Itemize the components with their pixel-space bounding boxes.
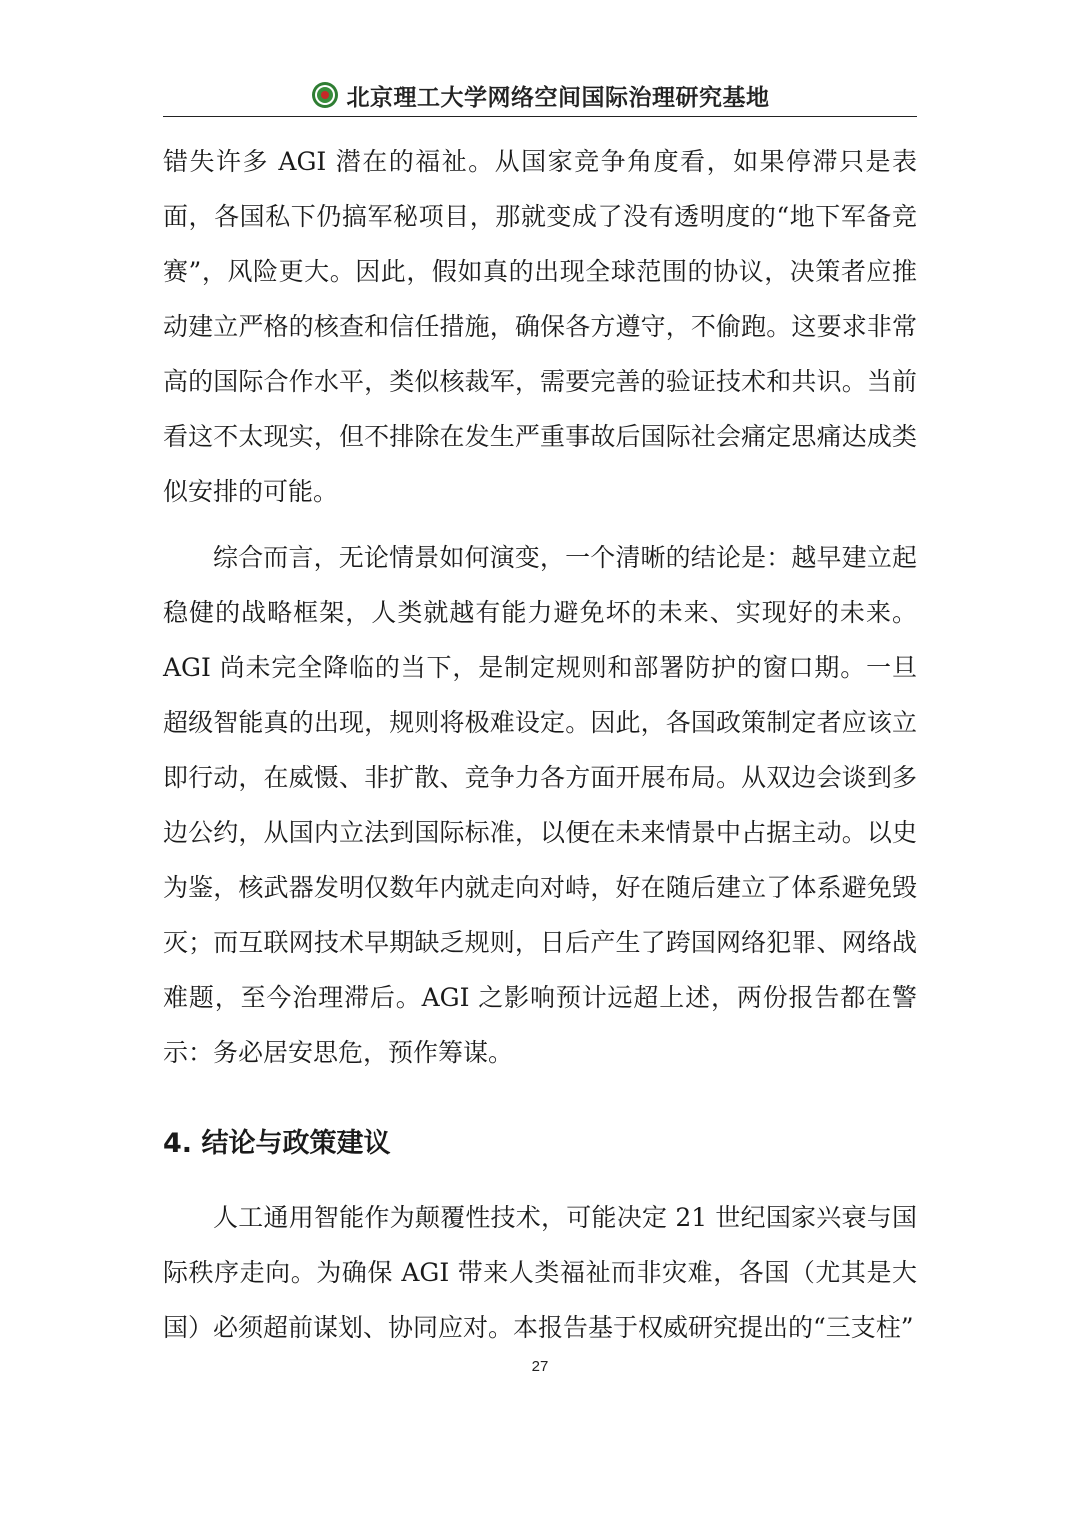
header-divider <box>163 116 917 117</box>
page-number: 27 <box>531 1358 549 1375</box>
university-logo-icon <box>311 81 339 109</box>
header-title: 北京理工大学网络空间国际治理研究基地 <box>346 84 770 111</box>
body-paragraph-1: 错失许多 AGI 潜在的福祉。从国家竞争角度看，如果停滞只是表面，各国私下仍搞军秘项目，那就变成了没有透明度的“地下军备竞赛”，风险更大。因此，假如真的出现全球范围的协议，决策者应推动建立严格的核查和信任措施，确保各方遵守，不偷跑。这要求非常高的国际合作水平，类似核裁军，需要完善的验证技术和共识。当前看这不太现实，但不排除在发生严重事故后国际社会痛定思痛达成类似安排的可能。 <box>163 147 917 506</box>
body-paragraph-2: 综合而言，无论情景如何演变，一个清晰的结论是：越早建立起稳健的战略框架，人类就越有能力避免坏的未来、实现好的未来。AGI 尚未完全降临的当下，是制定规则和部署防护的窗口期。一旦超级智能真的出现，规则将极难设定。因此，各国政策制定者应该立即行动，在威慑、非扩散、竞争力各方面开展布局。从双边会谈到多边公约，从国内立法到国际标准，以便在未来情景中占据主动。以史为鉴，核武器发明仅数年内就走向对峙，好在随后建立了体系避免毁灭；而互联网技术早期缺乏规则，日后产生了跨国网络犯罪、网络战难题，至今治理滞后。AGI 之影响预计远超上述，两份报告都在警示：务必居安思危，预作筹谋。 <box>163 543 917 1067</box>
section-heading: 4. 结论与政策建议 <box>163 1128 391 1159</box>
page-header <box>163 72 917 118</box>
body-paragraph-3: 人工通用智能作为颠覆性技术，可能决定 21 世纪国家兴衰与国际秩序走向。为确保 AGI 带来人类福祉而非灾难，各国（尤其是大国）必须超前谋划、协同应对。本报告基于权威研究提出的“三支柱” <box>163 1203 917 1342</box>
